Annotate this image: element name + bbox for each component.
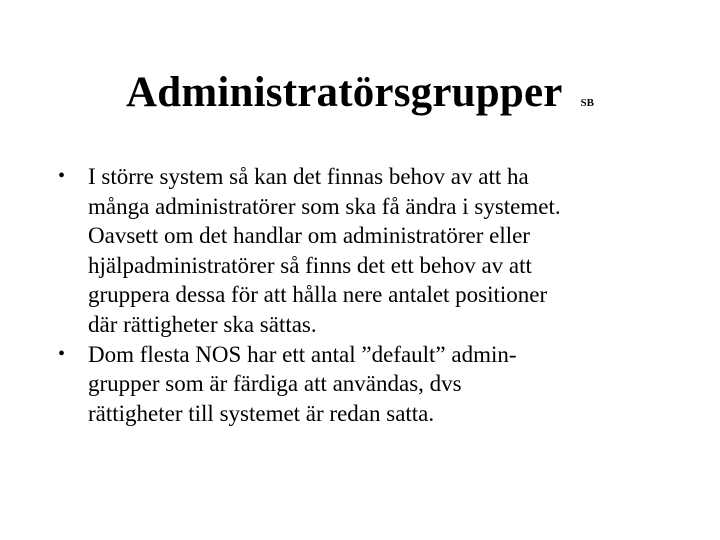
bullet-line: gruppera dessa för att hålla nere antalet positioner xyxy=(88,282,548,308)
bullet-line: många administratörer som ska få ändra i systemet. xyxy=(88,193,561,219)
author-tag: SB xyxy=(580,97,595,109)
bullet-item xyxy=(58,340,698,429)
bullet-line: rättigheter till systemet är redan satta. xyxy=(88,400,435,426)
bullet-line: där rättigheter ska sättas. xyxy=(88,311,317,337)
slide-title: Administratörsgrupper xyxy=(125,69,563,116)
bullet-list xyxy=(58,162,698,428)
bullet-line: grupper som är färdiga att användas, dvs xyxy=(88,371,462,397)
bullet-item xyxy=(58,162,698,340)
bullet-line: hjälpadministratörer så finns det ett behov av att xyxy=(88,252,532,278)
bullet-line: I större system så kan det finnas behov av att ha xyxy=(88,164,529,189)
title-row xyxy=(0,68,720,117)
bullet-marker: • xyxy=(58,165,66,187)
bullet-marker: • xyxy=(58,342,66,365)
bullet-line: Dom flesta NOS har ett antal ”default” admin- xyxy=(88,341,517,367)
bullet-line: Oavsett om det handlar om administratörer eller xyxy=(88,223,530,249)
